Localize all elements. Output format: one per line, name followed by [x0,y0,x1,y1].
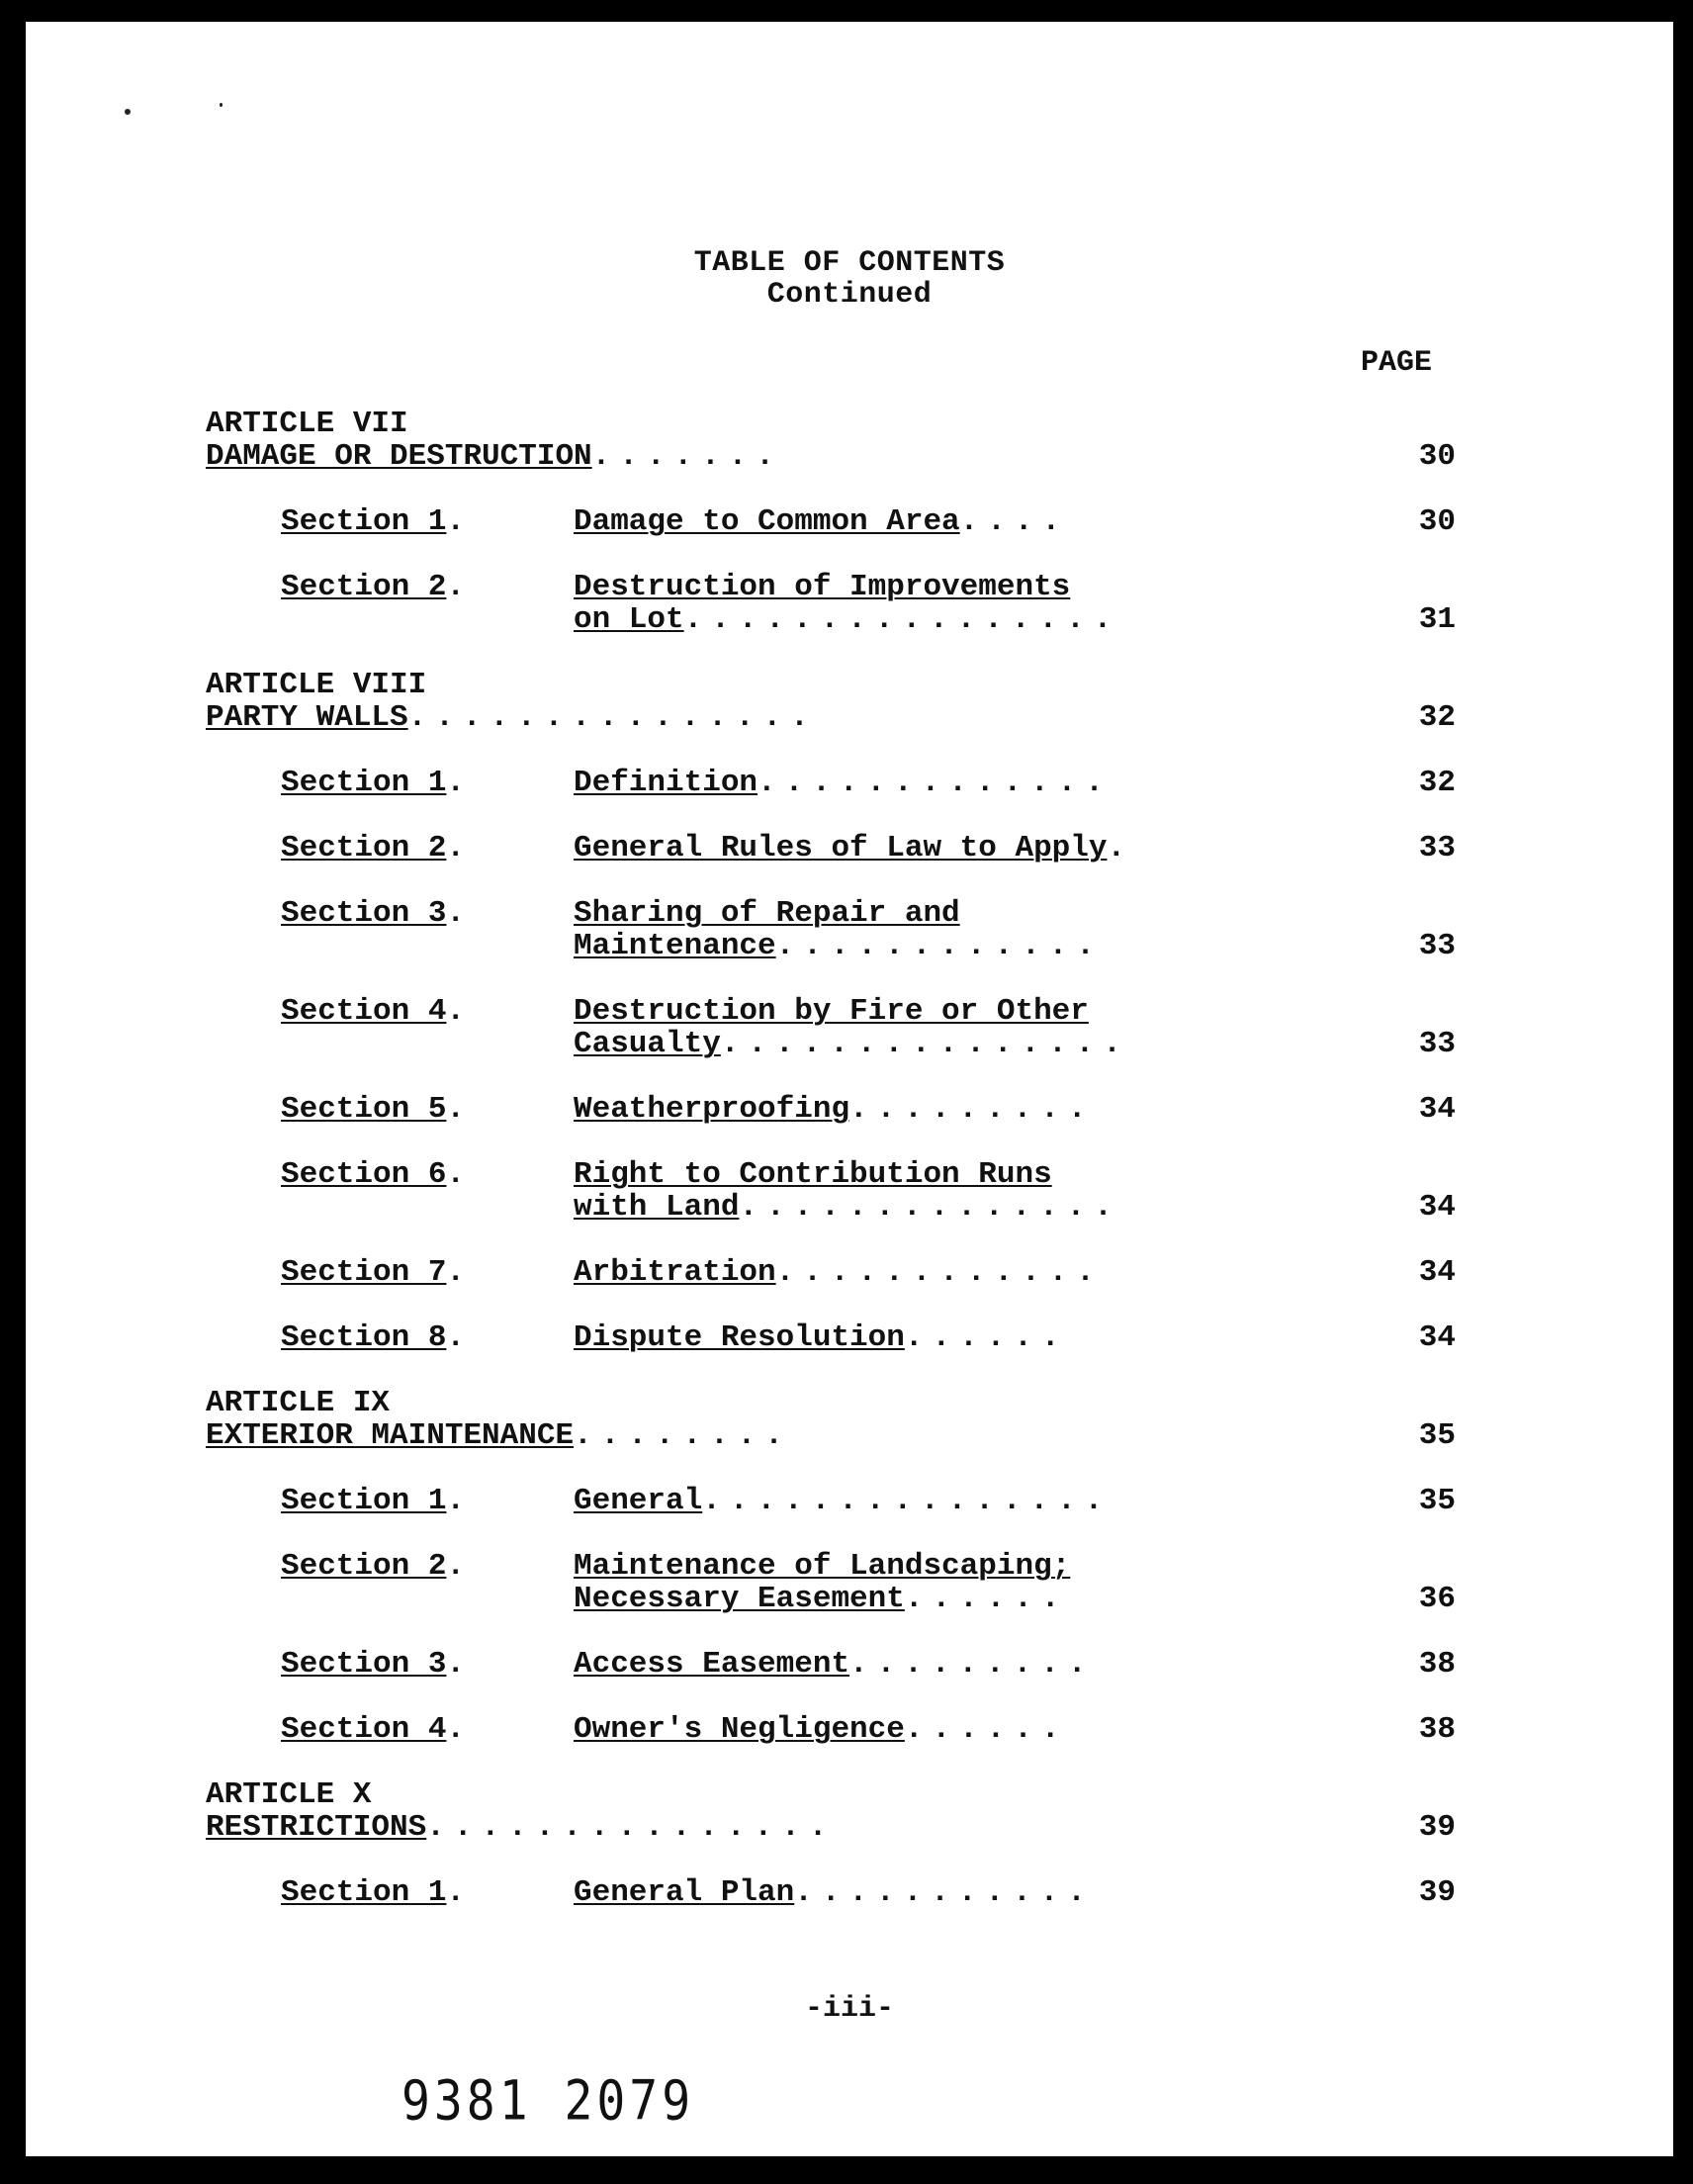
section-page-number: 34 [1418,1255,1456,1290]
section-title: General [574,1484,703,1518]
article-title: PARTY WALLS [206,700,408,735]
section-title: with Land [574,1190,740,1225]
section-page-number: 38 [1418,1647,1456,1682]
section-title: Destruction by Fire or Other [574,994,1089,1029]
section-title-line [574,1876,1095,1909]
section-label: Section 4 [281,1712,447,1747]
section-title-line [574,1485,1112,1517]
section-title-line [574,1158,1052,1191]
article-number: ARTICLE X [206,1777,372,1812]
dot-leader: . [1107,831,1135,865]
section-title-line [574,1191,1121,1224]
section-title: Maintenance of Landscaping; [574,1549,1071,1584]
dot-leader: ................ [683,602,1121,637]
section-page-number: 31 [1418,602,1456,637]
section-page-number: 39 [1418,1875,1456,1910]
dot-leader: .... [959,504,1070,539]
section-page-number: 38 [1418,1712,1456,1747]
section-label: Section 1 [281,766,447,800]
article-page-number: 30 [1418,439,1456,474]
toc-heading [26,247,1673,311]
section-label-period: . [446,896,465,931]
section-title-line [574,603,1120,636]
section-label-period: . [446,766,465,800]
dot-leader: ......... [849,1092,1096,1127]
section-page-number: 34 [1418,1320,1456,1355]
section-title-line [574,1093,1095,1126]
section-title: on Lot [574,602,684,637]
dot-leader: ........ [574,1418,792,1453]
section-label-period: . [446,831,465,865]
section-title-line [574,1550,1070,1583]
section-title-line [574,930,1104,962]
section-title: Arbitration [574,1255,776,1290]
section-label: Section 3 [281,896,447,931]
section-page-number: 34 [1418,1190,1456,1225]
dot-leader: ............... [426,1810,837,1845]
dot-leader: ............. [757,766,1113,800]
section-title: Weatherproofing [574,1092,850,1127]
section-label-period: . [446,994,465,1029]
section-page-number: 32 [1418,766,1456,800]
section-title-line [574,1648,1095,1681]
article-title-line [206,440,783,473]
dot-leader: .............. [739,1190,1121,1225]
dot-leader: ........... [794,1875,1095,1910]
section-title: Access Easement [574,1647,850,1682]
section-label: Section 5 [281,1092,447,1127]
section-title: Sharing of Repair and [574,896,960,931]
dot-leader: ....... [591,439,783,474]
section-title: Owner's Negligence [574,1712,905,1747]
footer-page-number: -iii- [804,1992,894,2026]
article-title-line [206,701,818,734]
section-label-period: . [446,1484,465,1518]
section-label: Section 2 [281,1549,447,1584]
section-title-line [574,1583,1068,1615]
section-title: Damage to Common Area [574,504,960,539]
section-label-period: . [446,570,465,604]
dot-leader: ......... [849,1647,1096,1682]
section-label: Section 1 [281,504,447,539]
article-number: ARTICLE VII [206,407,408,441]
article-title-line [206,1811,836,1844]
section-title-line [574,832,1134,864]
section-label-period: . [446,1549,465,1584]
section-title-line [574,1028,1130,1060]
section-label-period: . [446,1255,465,1290]
section-label: Section 3 [281,1647,447,1682]
section-label: Section 7 [281,1255,447,1290]
section-label-period: . [446,1320,465,1355]
section-title-line [574,1713,1068,1746]
section-title: Destruction of Improvements [574,570,1071,604]
article-title: EXTERIOR MAINTENANCE [206,1418,575,1453]
section-page-number: 35 [1418,1484,1456,1518]
section-label: Section 1 [281,1484,447,1518]
article-title: RESTRICTIONS [206,1810,427,1845]
section-title-line [574,767,1113,799]
section-title-line [574,505,1069,538]
article-page-number: 39 [1418,1810,1456,1845]
section-label-period: . [446,1875,465,1910]
toc-title: TABLE OF CONTENTS [693,246,1006,280]
toc-subtitle: Continued [766,278,933,312]
section-label-period: . [446,1647,465,1682]
section-title: Casualty [574,1027,721,1061]
section-title: Maintenance [574,929,776,963]
dot-leader: ............... [702,1484,1113,1518]
section-page-number: 33 [1418,831,1456,865]
section-page-number: 33 [1418,1027,1456,1061]
section-page-number: 33 [1418,929,1456,963]
document-page [26,22,1673,2156]
article-number: ARTICLE VIII [206,668,427,702]
scan-speck [125,109,131,115]
bates-number: 9381 2079 [401,2068,695,2134]
article-number: ARTICLE IX [206,1386,391,1420]
section-title: General Rules of Law to Apply [574,831,1108,865]
section-label: Section 8 [281,1320,447,1355]
dot-leader: ............... [720,1027,1130,1061]
article-title-line [206,1419,792,1452]
section-title: Right to Contribution Runs [574,1157,1052,1192]
article-page-number: 32 [1418,700,1456,735]
scan-speck [220,103,223,107]
section-title: Necessary Easement [574,1582,905,1616]
section-title-line [574,571,1070,603]
section-label: Section 6 [281,1157,447,1192]
dot-leader: ............ [775,929,1104,963]
dot-leader: ............... [407,700,818,735]
section-label: Section 2 [281,831,447,865]
section-title-line [574,1256,1104,1289]
section-label: Section 2 [281,570,447,604]
section-title: Dispute Resolution [574,1320,905,1355]
dot-leader: ...... [904,1582,1069,1616]
section-label-period: . [446,504,465,539]
section-page-number: 30 [1418,504,1456,539]
article-page-number: 35 [1418,1418,1456,1453]
dot-leader: ...... [904,1320,1069,1355]
dot-leader: ............ [775,1255,1104,1290]
section-title-line [574,995,1089,1028]
section-title-line [574,1321,1068,1354]
article-title: DAMAGE OR DESTRUCTION [206,439,592,474]
section-title-line [574,897,960,930]
section-title: Definition [574,766,758,800]
section-page-number: 34 [1418,1092,1456,1127]
section-label-period: . [446,1157,465,1192]
section-label-period: . [446,1712,465,1747]
page-column-header: PAGE [1361,346,1433,380]
section-title: General Plan [574,1875,795,1910]
section-label: Section 1 [281,1875,447,1910]
section-page-number: 36 [1418,1582,1456,1616]
dot-leader: ...... [904,1712,1069,1747]
section-label: Section 4 [281,994,447,1029]
section-label-period: . [446,1092,465,1127]
